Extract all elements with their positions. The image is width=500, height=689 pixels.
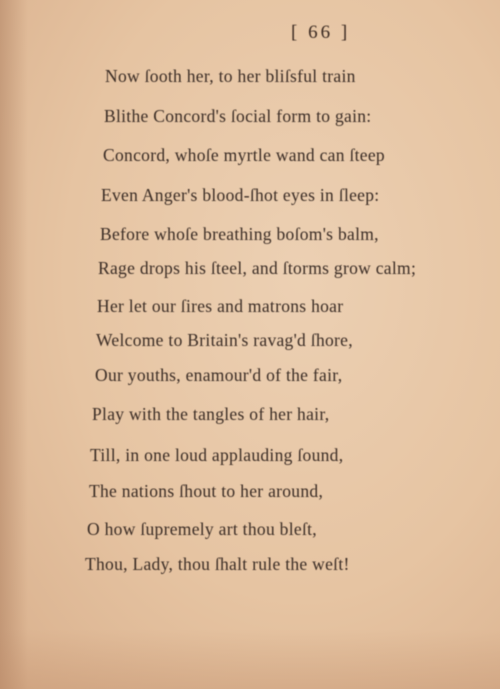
- page-number: [ 66 ]: [291, 22, 351, 43]
- poem-line: Her let our ſires and matrons hoar: [97, 296, 344, 316]
- poem-line: O how ſupremely art thou bleſt,: [87, 519, 317, 539]
- poem-line: Welcome to Britain's ravag'd ſhore,: [96, 330, 353, 350]
- poem-line: Our youths, enamour'd of the fair,: [95, 365, 343, 385]
- poem-line: Before whoſe breathing boſom's balm,: [100, 224, 379, 244]
- poem-line: Blithe Concord's ſocial form to gain:: [104, 106, 372, 126]
- poem-line: Even Anger's blood-ſhot eyes in ſleep:: [101, 185, 380, 205]
- poem-line: Till, in one loud applauding ſound,: [90, 445, 344, 465]
- poem-line: Rage drops his ſteel, and ſtorms grow calm;: [98, 258, 417, 278]
- poem-line: Concord, whoſe myrtle wand can ſteep: [103, 145, 385, 165]
- poem-line: Now ſooth her, to her bliſsful train: [105, 66, 356, 86]
- poem-line: The nations ſhout to her around,: [89, 481, 324, 501]
- poem-line: Thou, Lady, thou ſhalt rule the weſt!: [85, 554, 350, 574]
- poem-line: Play with the tangles of her hair,: [92, 404, 330, 424]
